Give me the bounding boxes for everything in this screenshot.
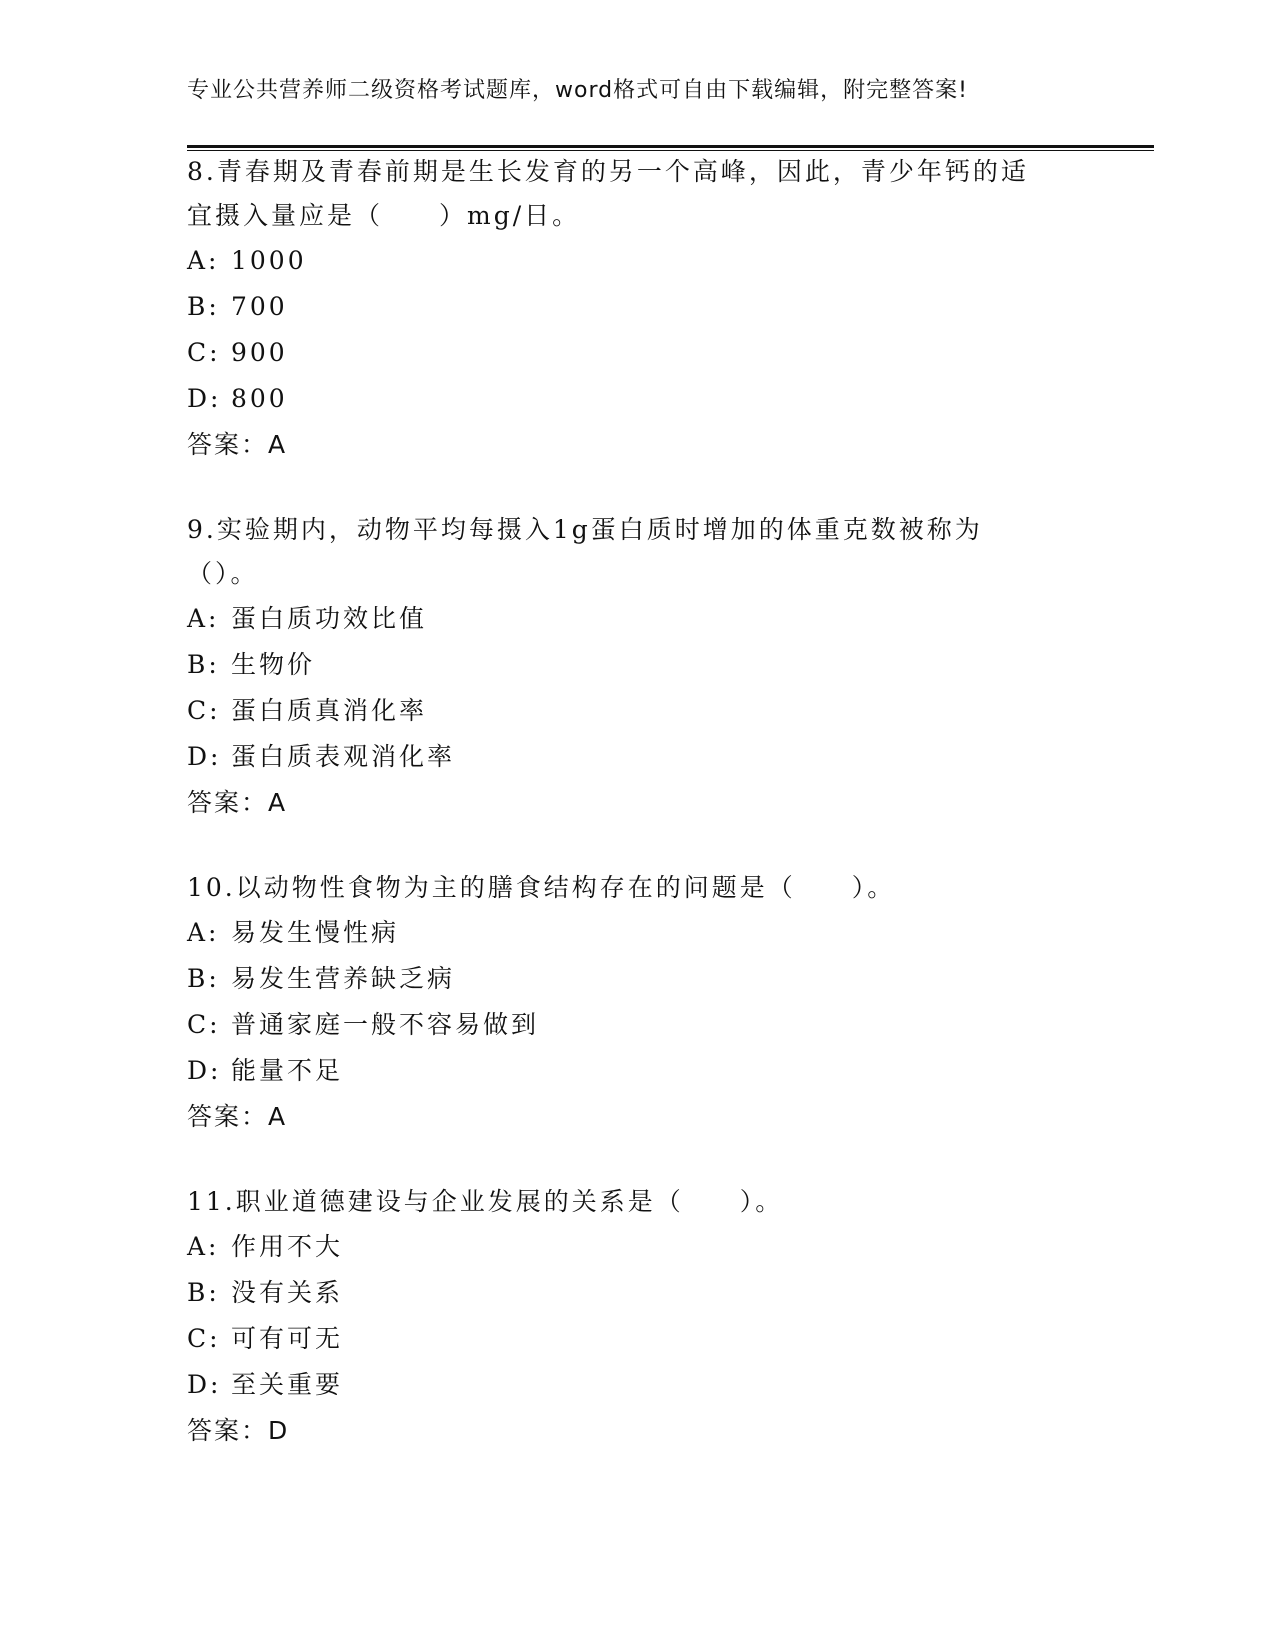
question-stem: 9.实验期内，动物平均每摄入1g蛋白质时增加的体重克数被称为（）。 xyxy=(187,515,983,588)
option-key: D: xyxy=(187,1056,222,1085)
option-b xyxy=(187,1270,1087,1316)
option-key: D: xyxy=(187,384,222,413)
option-key: B: xyxy=(187,650,220,679)
question-8 xyxy=(187,150,1087,468)
option-text: 1000 xyxy=(231,246,307,275)
answer-line: 答案：A xyxy=(187,1102,288,1131)
option-key: C: xyxy=(187,696,221,725)
option-c xyxy=(187,330,1087,376)
option-text: 蛋白质真消化率 xyxy=(231,696,428,725)
option-text: 普通家庭一般不容易做到 xyxy=(231,1010,540,1039)
option-key: A: xyxy=(187,604,220,633)
option-key: C: xyxy=(187,338,221,367)
question-stem: 8.青春期及青春前期是生长发育的另一个高峰，因此，青少年钙的适宜摄入量应是（ ）mg/日。 xyxy=(187,157,1029,230)
option-c xyxy=(187,1316,1087,1362)
question-11 xyxy=(187,1180,1087,1454)
option-text: 易发生慢性病 xyxy=(231,918,400,947)
option-a xyxy=(187,596,1087,642)
option-text: 至关重要 xyxy=(231,1370,344,1399)
option-key: A: xyxy=(187,246,220,275)
option-key: C: xyxy=(187,1324,221,1353)
option-text: 900 xyxy=(231,338,288,367)
question-stem: 10.以动物性食物为主的膳食结构存在的问题是（ ）。 xyxy=(187,873,896,902)
option-text: 作用不大 xyxy=(231,1232,344,1261)
option-text: 能量不足 xyxy=(231,1056,344,1085)
option-text: 蛋白质功效比值 xyxy=(231,604,428,633)
option-b xyxy=(187,642,1087,688)
option-d xyxy=(187,734,1087,780)
document-page xyxy=(187,0,1147,1650)
answer-line: 答案：A xyxy=(187,788,288,817)
option-text: 蛋白质表观消化率 xyxy=(231,742,456,771)
question-10 xyxy=(187,866,1087,1140)
option-text: 生物价 xyxy=(231,650,316,679)
option-key: B: xyxy=(187,292,220,321)
option-key: A: xyxy=(187,918,220,947)
answer-line: 答案：D xyxy=(187,1416,290,1445)
option-key: B: xyxy=(187,964,220,993)
option-text: 800 xyxy=(231,384,288,413)
answer-line: 答案：A xyxy=(187,430,288,459)
option-text: 易发生营养缺乏病 xyxy=(231,964,456,993)
option-key: B: xyxy=(187,1278,220,1307)
option-a xyxy=(187,1224,1087,1270)
option-key: D: xyxy=(187,1370,222,1399)
option-b xyxy=(187,284,1087,330)
option-key: C: xyxy=(187,1010,221,1039)
page-header: 专业公共营养师二级资格考试题库，word格式可自由下载编辑，附完整答案! xyxy=(187,78,968,103)
option-d xyxy=(187,376,1087,422)
option-b xyxy=(187,956,1087,1002)
option-text: 可有可无 xyxy=(231,1324,344,1353)
option-d xyxy=(187,1362,1087,1408)
option-a xyxy=(187,910,1087,956)
option-a xyxy=(187,238,1087,284)
question-stem: 11.职业道德建设与企业发展的关系是（ ）。 xyxy=(187,1187,784,1216)
option-c xyxy=(187,688,1087,734)
option-d xyxy=(187,1048,1087,1094)
option-text: 没有关系 xyxy=(231,1278,344,1307)
option-text: 700 xyxy=(231,292,288,321)
option-key: D: xyxy=(187,742,222,771)
question-9 xyxy=(187,508,1087,826)
option-c xyxy=(187,1002,1087,1048)
option-key: A: xyxy=(187,1232,220,1261)
